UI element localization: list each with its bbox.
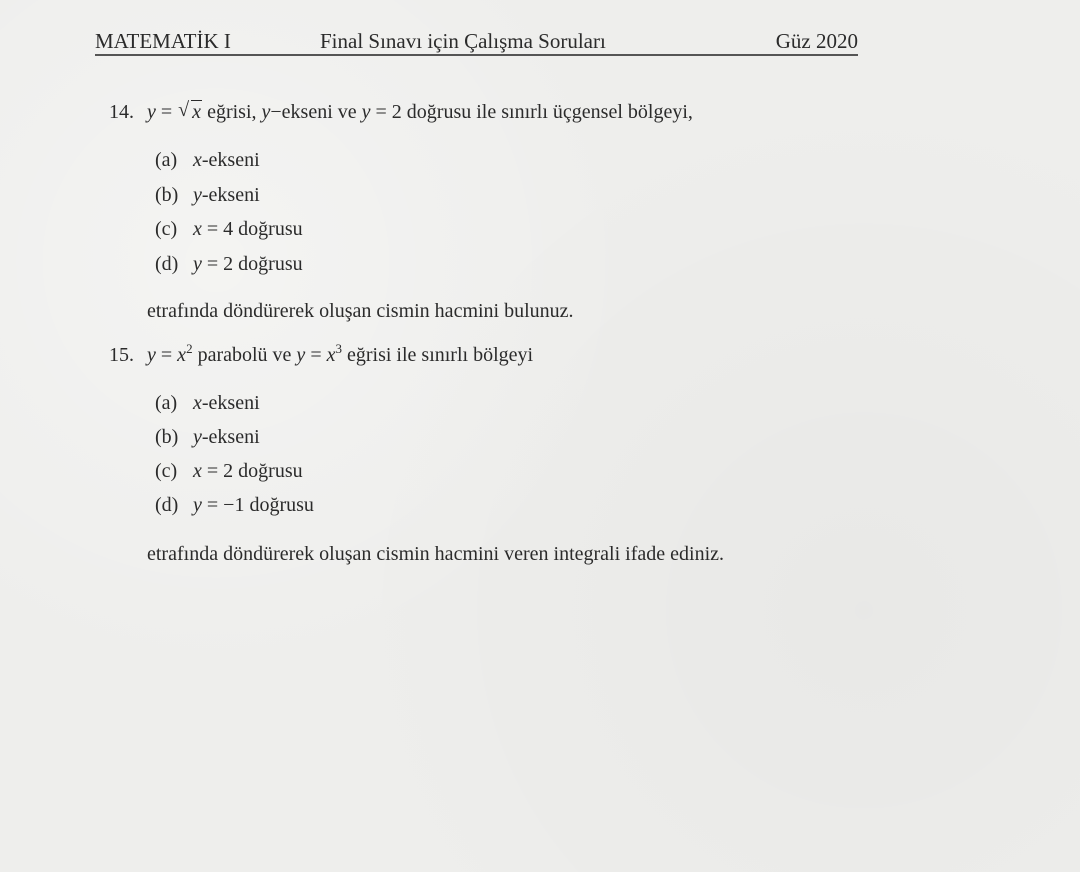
term-label: Güz 2020	[775, 29, 858, 53]
question-15-closing: etrafında döndürerek oluşan cismin hacmini veren integrali ifade ediniz.	[147, 543, 725, 565]
item-text: -ekseni	[201, 426, 260, 448]
math-var: y	[193, 494, 202, 516]
math-var: y	[193, 426, 202, 448]
math-var: y	[261, 101, 271, 123]
math-var: x	[193, 460, 202, 482]
item-label: (b)	[155, 184, 179, 206]
math-var: x	[193, 392, 202, 414]
math-op: =	[155, 101, 178, 123]
stem-text: eğrisi,	[202, 101, 262, 123]
exponent: 2	[186, 341, 193, 356]
item-text: = −1 doğrusu	[201, 494, 314, 516]
question-14-stem	[109, 99, 693, 125]
math-var: y	[361, 101, 371, 123]
list-item	[155, 147, 260, 173]
item-label: (d)	[155, 253, 179, 275]
question-15-stem	[109, 342, 533, 368]
item-label: (b)	[155, 426, 179, 448]
math-var: x	[193, 149, 202, 171]
list-item	[155, 216, 303, 242]
stem-text: eğrisi ile sınırlı bölgeyi	[341, 344, 534, 366]
question-14-closing: etrafında döndürerek oluşan cismin hacmini bulunuz.	[147, 300, 574, 322]
stem-text: = 2 doğrusu ile sınırlı üçgensel bölgeyi,	[370, 101, 693, 123]
stem-text: parabolü ve	[192, 344, 297, 366]
math-var: y	[193, 253, 202, 275]
list-item	[155, 492, 314, 518]
question-number: 14.	[109, 101, 134, 123]
radicand: x	[192, 101, 202, 123]
item-text: -ekseni	[201, 392, 260, 414]
list-item	[155, 458, 303, 484]
item-label: (c)	[155, 460, 178, 482]
math-var: y	[147, 101, 156, 123]
item-label: (d)	[155, 494, 179, 516]
exponent: 3	[335, 341, 342, 356]
math-var: y	[147, 344, 156, 366]
item-text: -ekseni	[201, 149, 260, 171]
math-var: x	[326, 344, 336, 366]
item-label: (a)	[155, 392, 178, 414]
list-item	[155, 424, 260, 450]
course-name: MATEMATİK I	[95, 29, 231, 53]
document-title: Final Sınavı için Çalışma Soruları	[320, 29, 606, 53]
item-text: = 2 doğrusu	[201, 460, 303, 482]
list-item	[155, 182, 260, 208]
item-label: (c)	[155, 218, 178, 240]
math-op: =	[155, 344, 178, 366]
page-header	[95, 28, 858, 56]
list-item	[155, 251, 303, 277]
question-number: 15.	[109, 344, 134, 366]
sqrt-expression	[178, 99, 202, 125]
math-var: x	[193, 218, 202, 240]
math-var: y	[193, 184, 202, 206]
stem-text: −ekseni ve	[270, 101, 362, 123]
math-op: =	[305, 344, 327, 366]
math-var: y	[296, 344, 306, 366]
math-var: x	[177, 344, 187, 366]
list-item	[155, 390, 260, 416]
item-text: = 4 doğrusu	[201, 218, 303, 240]
item-text: -ekseni	[201, 184, 260, 206]
item-label: (a)	[155, 149, 178, 171]
item-text: = 2 doğrusu	[201, 253, 303, 275]
